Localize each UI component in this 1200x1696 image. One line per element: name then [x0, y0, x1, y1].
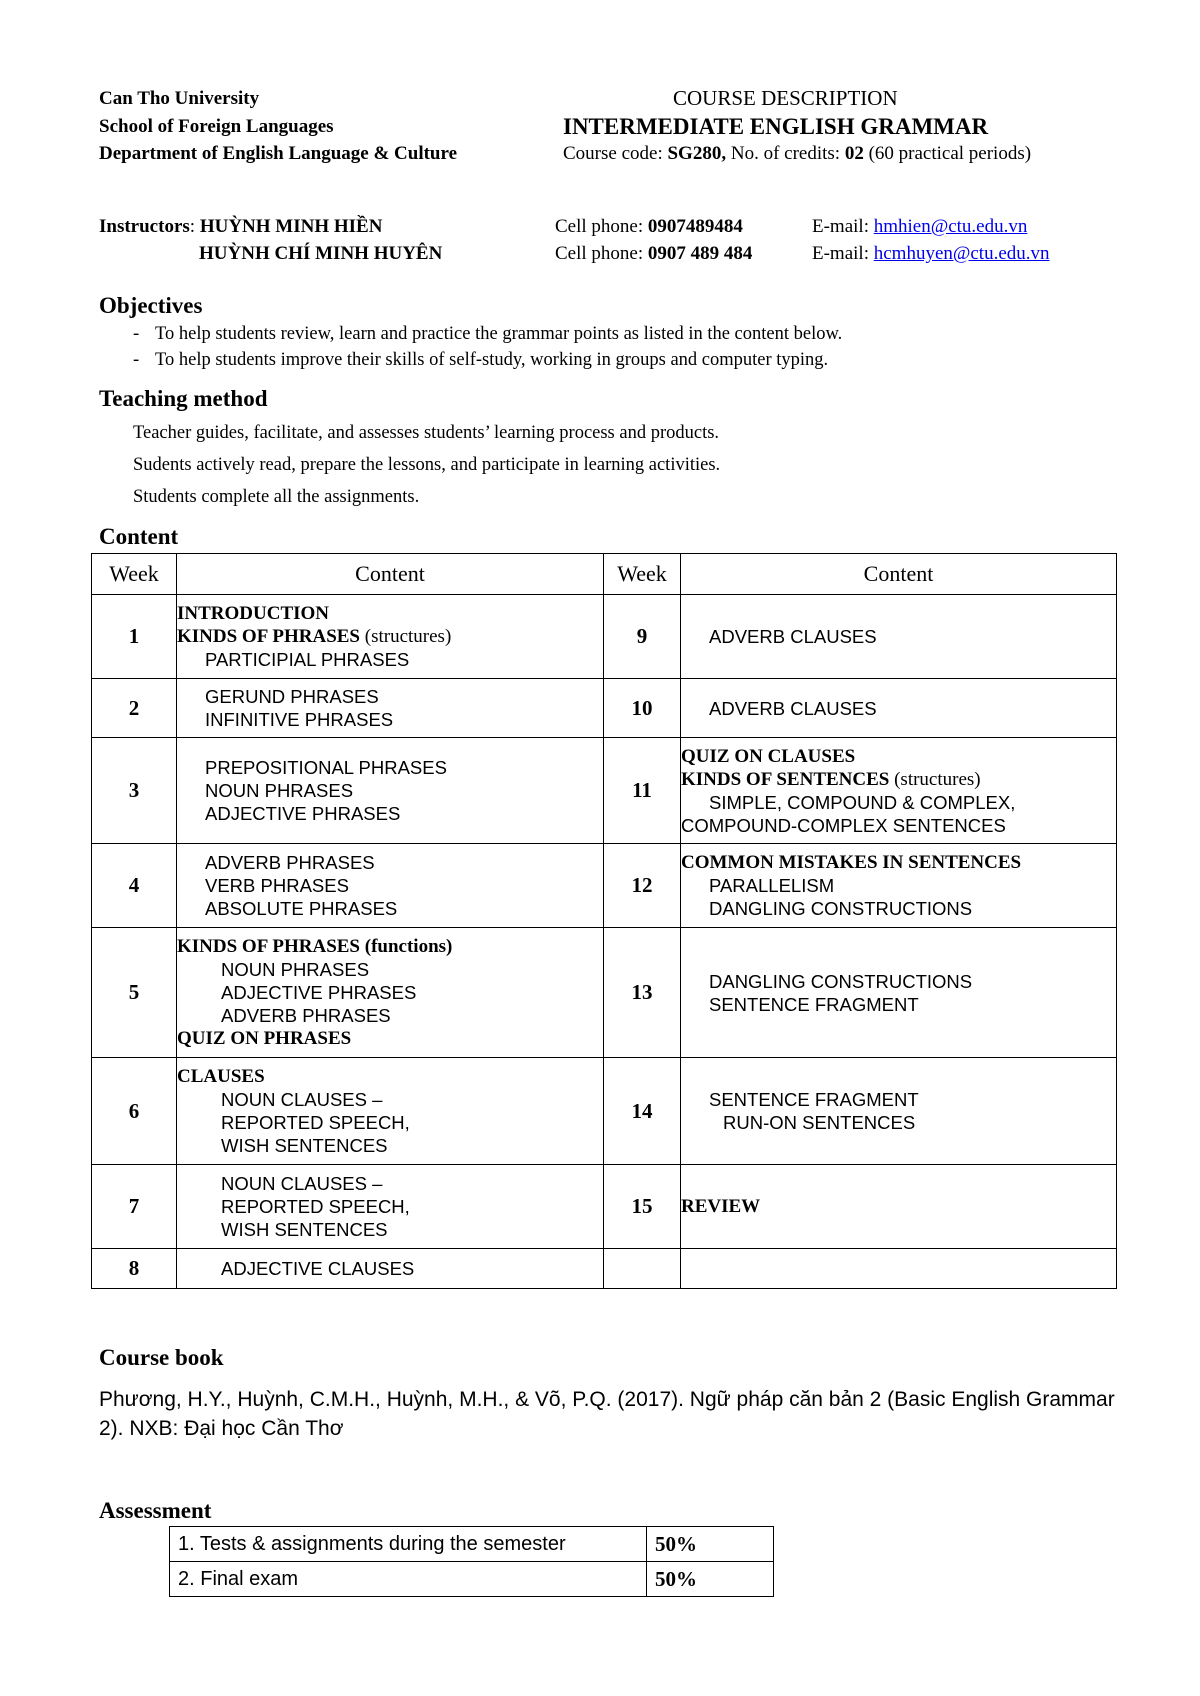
cell-line-bold: KINDS OF PHRASES	[177, 626, 360, 647]
cell-line: SIMPLE, COMPOUND & COMPLEX,	[709, 791, 1016, 813]
week-number: 15	[604, 1165, 681, 1249]
cell-line: ADVERB CLAUSES	[709, 697, 877, 719]
cell-line: ADVERB PHRASES	[205, 852, 375, 873]
content-cell	[177, 844, 604, 928]
content-cell	[681, 595, 1117, 679]
col-header-week: Week	[604, 554, 681, 595]
email-link[interactable]: hcmhuyen@ctu.edu.vn	[873, 243, 1050, 264]
instructor-phone-2	[555, 243, 752, 265]
course-book-reference: Phương, H.Y., Huỳnh, C.M.H., Huỳnh, M.H., & Võ, P.Q. (2017). Ngữ pháp căn bản 2 (Basic English Grammar 2). NXB: Đại học Cần Thơ	[99, 1388, 1115, 1440]
cell-line-bold: KINDS OF SENTENCES	[681, 768, 890, 790]
cell-line: SENTENCE FRAGMENT	[709, 993, 919, 1015]
week-number: 4	[92, 844, 177, 928]
col-header-content: Content	[681, 554, 1117, 595]
content-cell	[681, 1058, 1117, 1165]
content-cell	[681, 679, 1117, 738]
teaching-method-line: Students complete all the assignments.	[133, 487, 420, 507]
content-cell	[681, 928, 1117, 1058]
email-link[interactable]: hmhien@ctu.edu.vn	[873, 216, 1028, 237]
table-row	[170, 1527, 774, 1562]
instructor-email-1	[812, 216, 1027, 238]
phone-label: Cell phone:	[555, 216, 648, 237]
cell-line: ADVERB PHRASES	[221, 1005, 391, 1026]
instructor-name: HUỲNH MINH HIỀN	[199, 216, 383, 237]
week-number: 7	[92, 1165, 177, 1249]
cell-line: VERB PHRASES	[205, 875, 349, 896]
cell-line: QUIZ ON PHRASES	[177, 1028, 352, 1049]
cell-line: ADJECTIVE PHRASES	[205, 803, 401, 824]
content-table	[91, 553, 1117, 1289]
col-header-week: Week	[92, 554, 177, 595]
cell-line: WISH SENTENCES	[221, 1135, 388, 1156]
week-number: 5	[92, 928, 177, 1058]
cell-line: DANGLING CONSTRUCTIONS	[709, 970, 973, 992]
cell-line: SENTENCE FRAGMENT	[709, 1089, 919, 1110]
content-cell	[177, 1058, 604, 1165]
teaching-method-text	[133, 417, 720, 513]
university-name: Can Tho University	[99, 88, 260, 109]
content-heading: Content	[99, 524, 179, 549]
course-code-line	[563, 143, 1031, 165]
week-number: 14	[604, 1058, 681, 1165]
week-number: 2	[92, 679, 177, 738]
credits: 02	[844, 143, 864, 164]
course-code: SG280,	[667, 143, 727, 164]
cell-line: INFINITIVE PHRASES	[205, 709, 394, 730]
cell-line-note: (structures)	[360, 626, 452, 647]
phone-number: 0907489484	[647, 216, 743, 237]
content-cell	[177, 738, 604, 844]
phone-number: 0907 489 484	[647, 243, 753, 264]
week-number: 1	[92, 595, 177, 679]
table-row	[92, 738, 1117, 844]
table-row	[92, 595, 1117, 679]
content-cell	[177, 679, 604, 738]
cell-line	[681, 768, 1116, 791]
content-cell	[177, 1165, 604, 1249]
cell-line: KINDS OF PHRASES (functions)	[177, 936, 453, 957]
assessment-table	[169, 1526, 774, 1597]
cell-line-note: (structures)	[889, 768, 981, 790]
assessment-label: 1. Tests & assignments during the semester	[170, 1527, 647, 1562]
instructor-row-2	[199, 243, 442, 265]
table-row	[92, 679, 1117, 738]
content-cell	[681, 844, 1117, 928]
cell-line: ADVERB CLAUSES	[709, 626, 877, 647]
cell-line: RUN-ON SENTENCES	[723, 1112, 916, 1133]
table-row	[170, 1562, 774, 1597]
week-number: 3	[92, 738, 177, 844]
table-header-row	[92, 554, 1117, 595]
table-row	[92, 1165, 1117, 1249]
cell-line: GERUND PHRASES	[205, 686, 379, 707]
course-code-label: Course code:	[563, 143, 668, 164]
cell-line: CLAUSES	[177, 1066, 265, 1087]
credits-label: No. of credits:	[726, 143, 845, 164]
content-cell-empty	[681, 1249, 1117, 1289]
objectives-heading: Objectives	[99, 293, 203, 318]
week-number: 9	[604, 595, 681, 679]
course-title: INTERMEDIATE ENGLISH GRAMMAR	[563, 114, 989, 139]
objective-item: - To help students review, learn and practice the grammar points as listed in the content below.	[133, 321, 842, 347]
cell-line: QUIZ ON CLAUSES	[681, 745, 856, 767]
assessment-heading: Assessment	[99, 1498, 212, 1523]
cell-line	[177, 625, 603, 648]
cell-line: PREPOSITIONAL PHRASES	[205, 757, 447, 778]
email-label: E-mail:	[812, 216, 874, 237]
cell-line: NOUN PHRASES	[221, 959, 370, 980]
phone-label: Cell phone:	[555, 243, 648, 264]
instructor-row-1: Instructors: HUỲNH MINH HIỀN	[99, 216, 383, 237]
week-number	[604, 1249, 681, 1289]
cell-line: PARTICIPIAL PHRASES	[205, 649, 410, 670]
assessment-label: 2. Final exam	[170, 1562, 647, 1597]
cell-line: ABSOLUTE PHRASES	[205, 898, 398, 919]
week-number: 8	[92, 1249, 177, 1289]
course-book-heading: Course book	[99, 1345, 224, 1370]
week-number: 13	[604, 928, 681, 1058]
week-number: 10	[604, 679, 681, 738]
cell-line: COMMON MISTAKES IN SENTENCES	[681, 852, 1022, 873]
table-row	[92, 928, 1117, 1058]
content-cell	[177, 928, 604, 1058]
cell-line: NOUN CLAUSES –	[221, 1089, 383, 1110]
instructor-name: HUỲNH CHÍ MINH HUYÊN	[199, 243, 443, 264]
assessment-value: 50%	[647, 1562, 774, 1597]
teaching-method-heading: Teaching method	[99, 386, 268, 411]
col-header-content: Content	[177, 554, 604, 595]
table-row	[92, 1058, 1117, 1165]
doc-type: COURSE DESCRIPTION	[673, 86, 898, 110]
cell-line: ADJECTIVE PHRASES	[221, 982, 417, 1003]
cell-line: ADJECTIVE CLAUSES	[221, 1258, 415, 1279]
content-cell	[177, 1249, 604, 1289]
teaching-method-line: Teacher guides, facilitate, and assesses students’ learning process and products.	[133, 423, 720, 443]
cell-line: REPORTED SPEECH,	[221, 1112, 410, 1133]
teaching-method-line: Sudents actively read, prepare the lessons, and participate in learning activities.	[133, 455, 721, 475]
content-cell	[177, 595, 604, 679]
periods: (60 practical periods)	[863, 143, 1032, 164]
week-number: 11	[604, 738, 681, 844]
table-row	[92, 844, 1117, 928]
content-cell	[681, 1165, 1117, 1249]
cell-line: COMPOUND-COMPLEX SENTENCES	[681, 814, 1006, 836]
objective-item: - To help students improve their skills of self-study, working in groups and computer typing.	[133, 347, 842, 373]
week-number: 6	[92, 1058, 177, 1165]
school-name: School of Foreign Languages	[99, 116, 334, 137]
email-label: E-mail:	[812, 243, 874, 264]
table-row	[92, 1249, 1117, 1289]
instructor-email-2	[812, 243, 1050, 265]
cell-line: PARALLELISM	[709, 875, 835, 896]
cell-line: DANGLING CONSTRUCTIONS	[709, 898, 973, 919]
week-number: 12	[604, 844, 681, 928]
cell-line: WISH SENTENCES	[221, 1219, 388, 1240]
instructor-phone-1	[555, 216, 743, 238]
cell-line: REPORTED SPEECH,	[221, 1196, 410, 1217]
content-cell	[681, 738, 1117, 844]
cell-line: INTRODUCTION	[177, 603, 330, 624]
cell-line: REVIEW	[681, 1196, 761, 1217]
objectives-list	[133, 321, 842, 373]
cell-line: NOUN PHRASES	[205, 780, 354, 801]
department-name: Department of English Language & Culture	[99, 143, 458, 164]
assessment-value: 50%	[647, 1527, 774, 1562]
instructors-label: Instructors	[99, 216, 190, 237]
cell-line: NOUN CLAUSES –	[221, 1173, 383, 1194]
